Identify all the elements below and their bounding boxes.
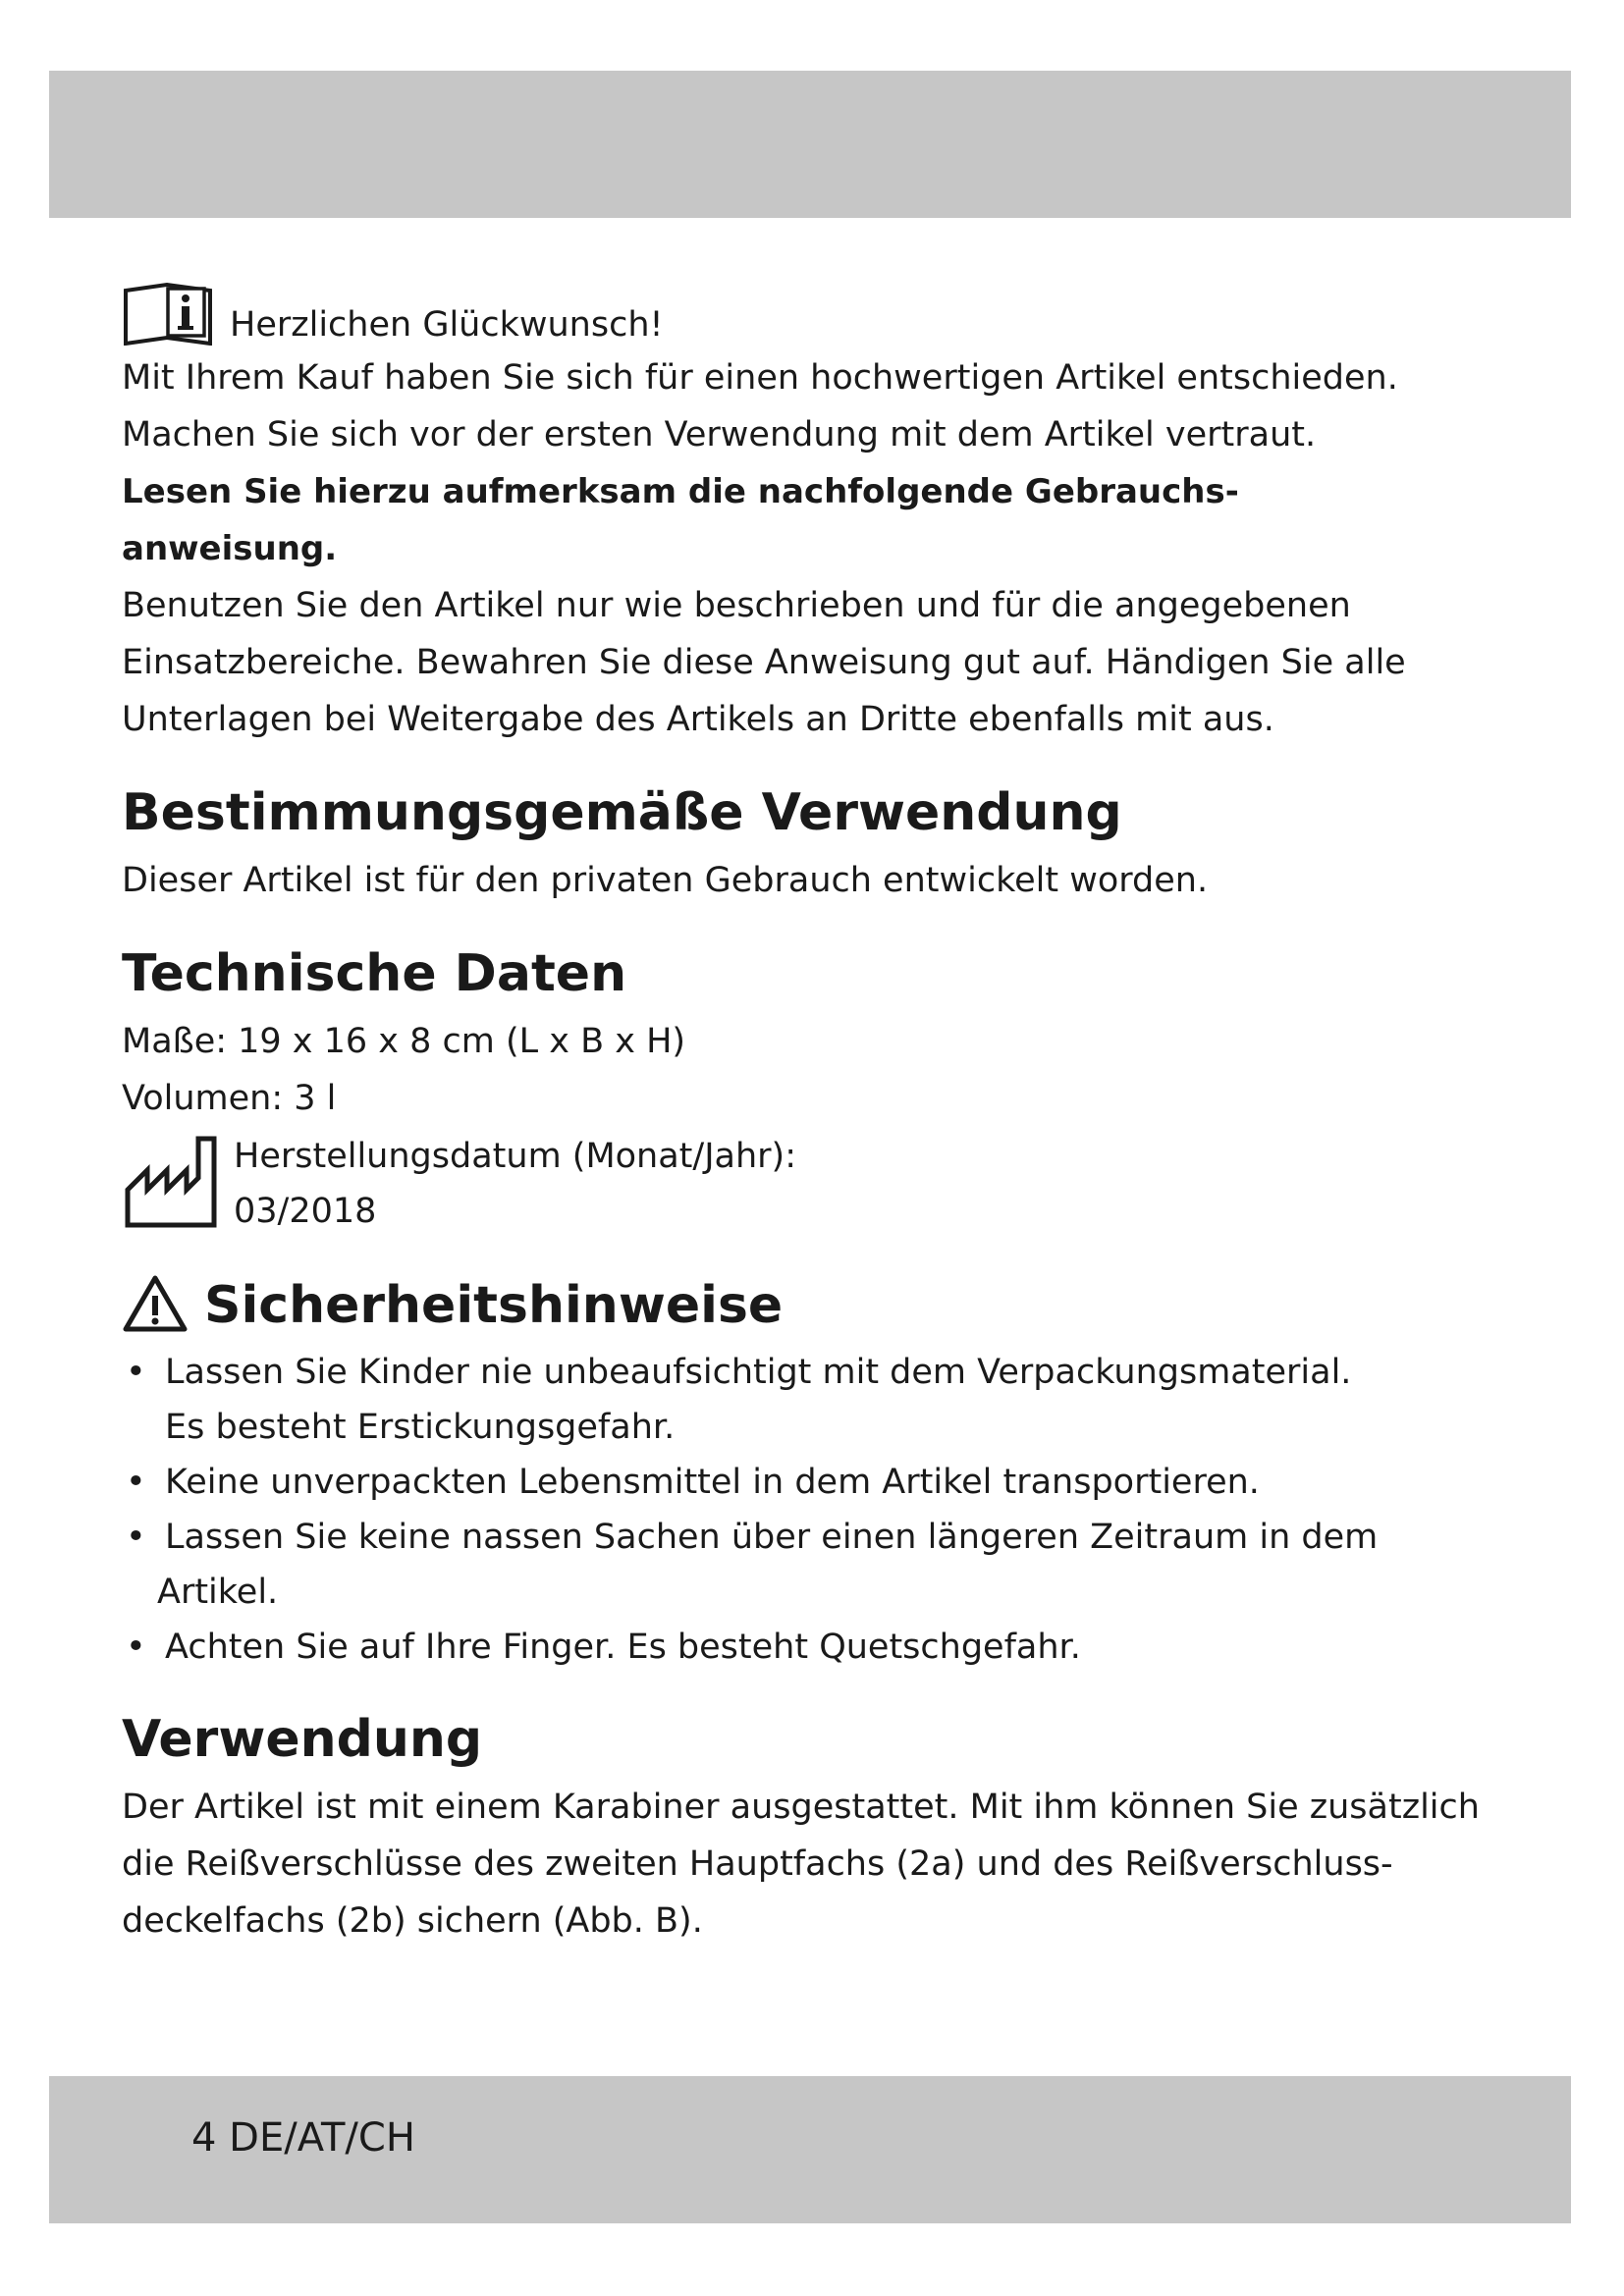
tech-dimensions: Maße: 19 x 16 x 8 cm (L x B x H) <box>122 1022 686 1061</box>
usage-line: die Reißverschlüsse des zweiten Hauptfachs (2a) und des Reißverschluss- <box>122 1844 1393 1884</box>
intro-heading-row <box>122 285 1496 349</box>
bullet-icon: • <box>126 1518 146 1557</box>
intro-bold-line: Lesen Sie hierzu aufmerksam die nachfolgende Gebrauchs- <box>122 472 1239 511</box>
intended-use-heading: Bestimmungsgemäße Verwendung <box>122 783 1122 842</box>
manufacture-date-value: 03/2018 <box>234 1192 377 1231</box>
usage-heading: Verwendung <box>122 1710 483 1769</box>
intro-bold-line: anweisung. <box>122 529 338 568</box>
manufacture-date-row <box>122 1129 1496 1239</box>
safety-item-text: Lassen Sie keine nassen Sachen über einen längeren Zeitraum in dem <box>165 1518 1379 1557</box>
safety-heading-row <box>122 1266 1496 1345</box>
page-content <box>122 285 1496 1949</box>
manufacture-date-label: Herstellungsdatum (Monat/Jahr): <box>234 1137 796 1176</box>
intro-line: Einsatzbereiche. Bewahren Sie diese Anweisung gut auf. Händigen Sie alle <box>122 643 1406 682</box>
safety-heading: Sicherheitshinweise <box>204 1276 784 1335</box>
bullet-icon: • <box>126 1628 146 1667</box>
bullet-icon: • <box>126 1353 146 1392</box>
usage-line: Der Artikel ist mit einem Karabiner ausgestattet. Mit ihm können Sie zusätzlich <box>122 1788 1480 1827</box>
tech-heading: Technische Daten <box>122 944 627 1003</box>
bullet-icon: • <box>126 1463 146 1502</box>
list-item <box>122 1510 1496 1620</box>
manual-info-icon <box>122 281 216 349</box>
intro-line: Benutzen Sie den Artikel nur wie beschrieben und für die angegebenen <box>122 586 1351 625</box>
intro-line: Mit Ihrem Kauf haben Sie sich für einen hochwertigen Artikel entschieden. <box>122 358 1398 398</box>
safety-item-text: Lassen Sie Kinder nie unbeaufsichtigt mit dem Verpackungsmaterial. <box>165 1353 1352 1392</box>
factory-icon <box>122 1133 220 1235</box>
list-item <box>122 1455 1496 1510</box>
list-item <box>122 1345 1496 1455</box>
safety-item-text: Artikel. <box>157 1573 279 1612</box>
safety-item-text: Achten Sie auf Ihre Finger. Es besteht Quetschgefahr. <box>165 1628 1081 1667</box>
intro-title: Herzlichen Glückwunsch! <box>230 305 664 345</box>
header-band <box>49 71 1571 218</box>
intro-line: Machen Sie sich vor der ersten Verwendung mit dem Artikel vertraut. <box>122 415 1317 454</box>
intended-use-text: Dieser Artikel ist für den privaten Gebrauch entwickelt worden. <box>122 861 1209 900</box>
page-number: 4 DE/AT/CH <box>191 2115 415 2161</box>
intro-line: Unterlagen bei Weitergabe des Artikels an Dritte ebenfalls mit aus. <box>122 700 1274 739</box>
usage-line: deckelfachs (2b) sichern (Abb. B). <box>122 1901 703 1941</box>
safety-item-text: Es besteht Erstickungsgefahr. <box>165 1408 676 1447</box>
safety-item-text: Keine unverpackten Lebensmittel in dem Artikel transportieren. <box>165 1463 1260 1502</box>
tech-volume: Volumen: 3 l <box>122 1079 337 1118</box>
warning-triangle-icon <box>122 1274 189 1337</box>
list-item <box>122 1620 1496 1675</box>
